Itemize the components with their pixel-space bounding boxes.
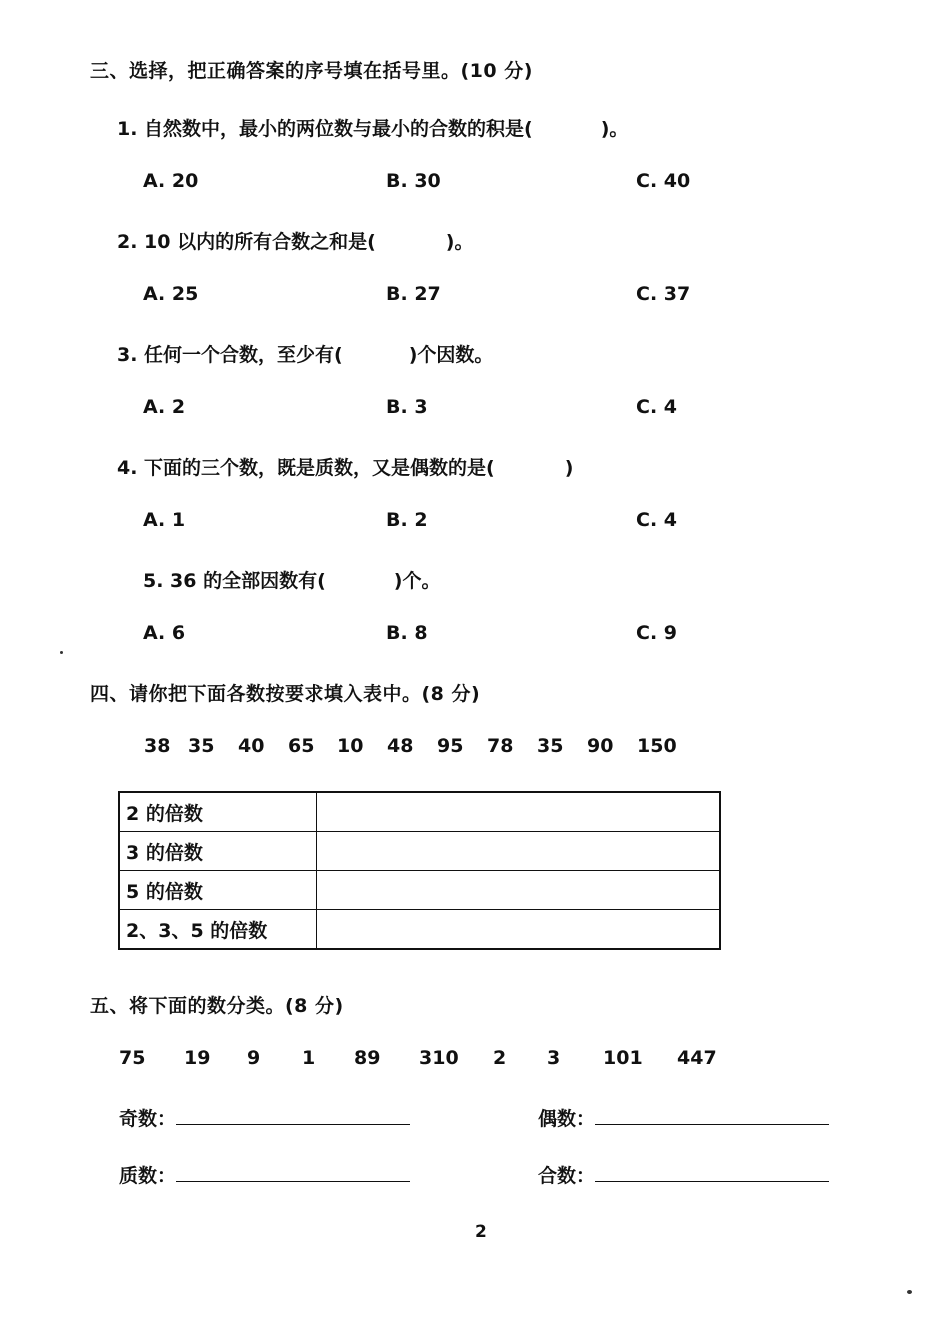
question-5-text: 5. 36 的全部因数有( [143,570,326,592]
section-5-title: 五、将下面的数分类。(8 分) [90,995,344,1017]
s4-number: 38 [144,735,171,757]
s5-number: 310 [419,1047,459,1069]
odd-answer-line[interactable] [176,1106,410,1125]
s4-number: 35 [188,735,215,757]
q4-option-c: C. 4 [636,509,677,531]
s4-number: 65 [288,735,315,757]
scan-speck [907,1290,912,1294]
s4-number: 48 [387,735,414,757]
s4-number: 35 [537,735,564,757]
prime-row [119,1161,410,1188]
s4-number: 40 [238,735,265,757]
section-3-title: 三、选择，把正确答案的序号填在括号里。(10 分) [90,60,533,82]
s5-number: 9 [247,1047,261,1069]
s5-number: 447 [677,1047,717,1069]
question-5 [143,566,440,593]
question-1 [117,114,628,141]
odd-row [119,1104,410,1131]
answer-cell[interactable] [317,910,721,950]
q3-option-c: C. 4 [636,396,677,418]
row-label: 3 的倍数 [119,832,317,871]
q3-option-b: B. 3 [386,396,428,418]
s4-number: 150 [637,735,677,757]
prime-label: 质数： [119,1165,177,1187]
question-3-text: 3. 任何一个合数，至少有( [117,344,343,366]
s5-number: 1 [302,1047,316,1069]
row-label: 5 的倍数 [119,871,317,910]
odd-label: 奇数： [119,1108,177,1130]
scan-speck [60,651,63,654]
answer-cell[interactable] [317,792,721,832]
q1-option-c: C. 40 [636,170,691,192]
table-row [119,910,720,950]
even-row [538,1104,829,1131]
even-answer-line[interactable] [595,1106,829,1125]
q1-option-b: B. 30 [386,170,441,192]
table-row [119,871,720,910]
s4-number: 90 [587,735,614,757]
composite-row [538,1161,829,1188]
q2-option-b: B. 27 [386,283,441,305]
q5-option-b: B. 8 [386,622,428,644]
s5-number: 19 [184,1047,211,1069]
s5-number: 89 [354,1047,381,1069]
prime-answer-line[interactable] [176,1163,410,1182]
page-number: 2 [475,1222,487,1242]
table-row [119,792,720,832]
q1-option-a: A. 20 [143,170,199,192]
q4-option-b: B. 2 [386,509,428,531]
q2-option-c: C. 37 [636,283,691,305]
q4-option-a: A. 1 [143,509,186,531]
multiples-table [118,791,721,950]
s5-number: 101 [603,1047,643,1069]
row-label: 2、3、5 的倍数 [119,910,317,950]
row-label: 2 的倍数 [119,792,317,832]
question-5-tail: )个。 [393,570,441,592]
section-4-title: 四、请你把下面各数按要求填入表中。(8 分) [90,683,481,705]
table-row [119,832,720,871]
s5-number: 2 [493,1047,507,1069]
question-4-text: 4. 下面的三个数，既是质数，又是偶数的是( [117,457,495,479]
even-label: 偶数： [538,1108,596,1130]
answer-cell[interactable] [317,871,721,910]
question-3 [117,340,493,367]
q5-option-a: A. 6 [143,622,186,644]
q5-option-c: C. 9 [636,622,677,644]
s4-number: 95 [437,735,464,757]
s4-number: 78 [487,735,514,757]
s4-number: 10 [337,735,364,757]
question-2-tail: )。 [445,231,474,253]
q3-option-a: A. 2 [143,396,186,418]
question-2-text: 2. 10 以内的所有合数之和是( [117,231,376,253]
answer-cell[interactable] [317,832,721,871]
question-4 [117,453,573,480]
s5-number: 75 [119,1047,146,1069]
question-4-tail: ) [564,457,574,479]
question-3-tail: )个因数。 [408,344,494,366]
question-1-text: 1. 自然数中，最小的两位数与最小的合数的积是( [117,118,533,140]
question-2 [117,227,473,254]
s5-number: 3 [547,1047,561,1069]
q2-option-a: A. 25 [143,283,199,305]
question-1-tail: )。 [600,118,629,140]
composite-label: 合数： [538,1165,596,1187]
composite-answer-line[interactable] [595,1163,829,1182]
